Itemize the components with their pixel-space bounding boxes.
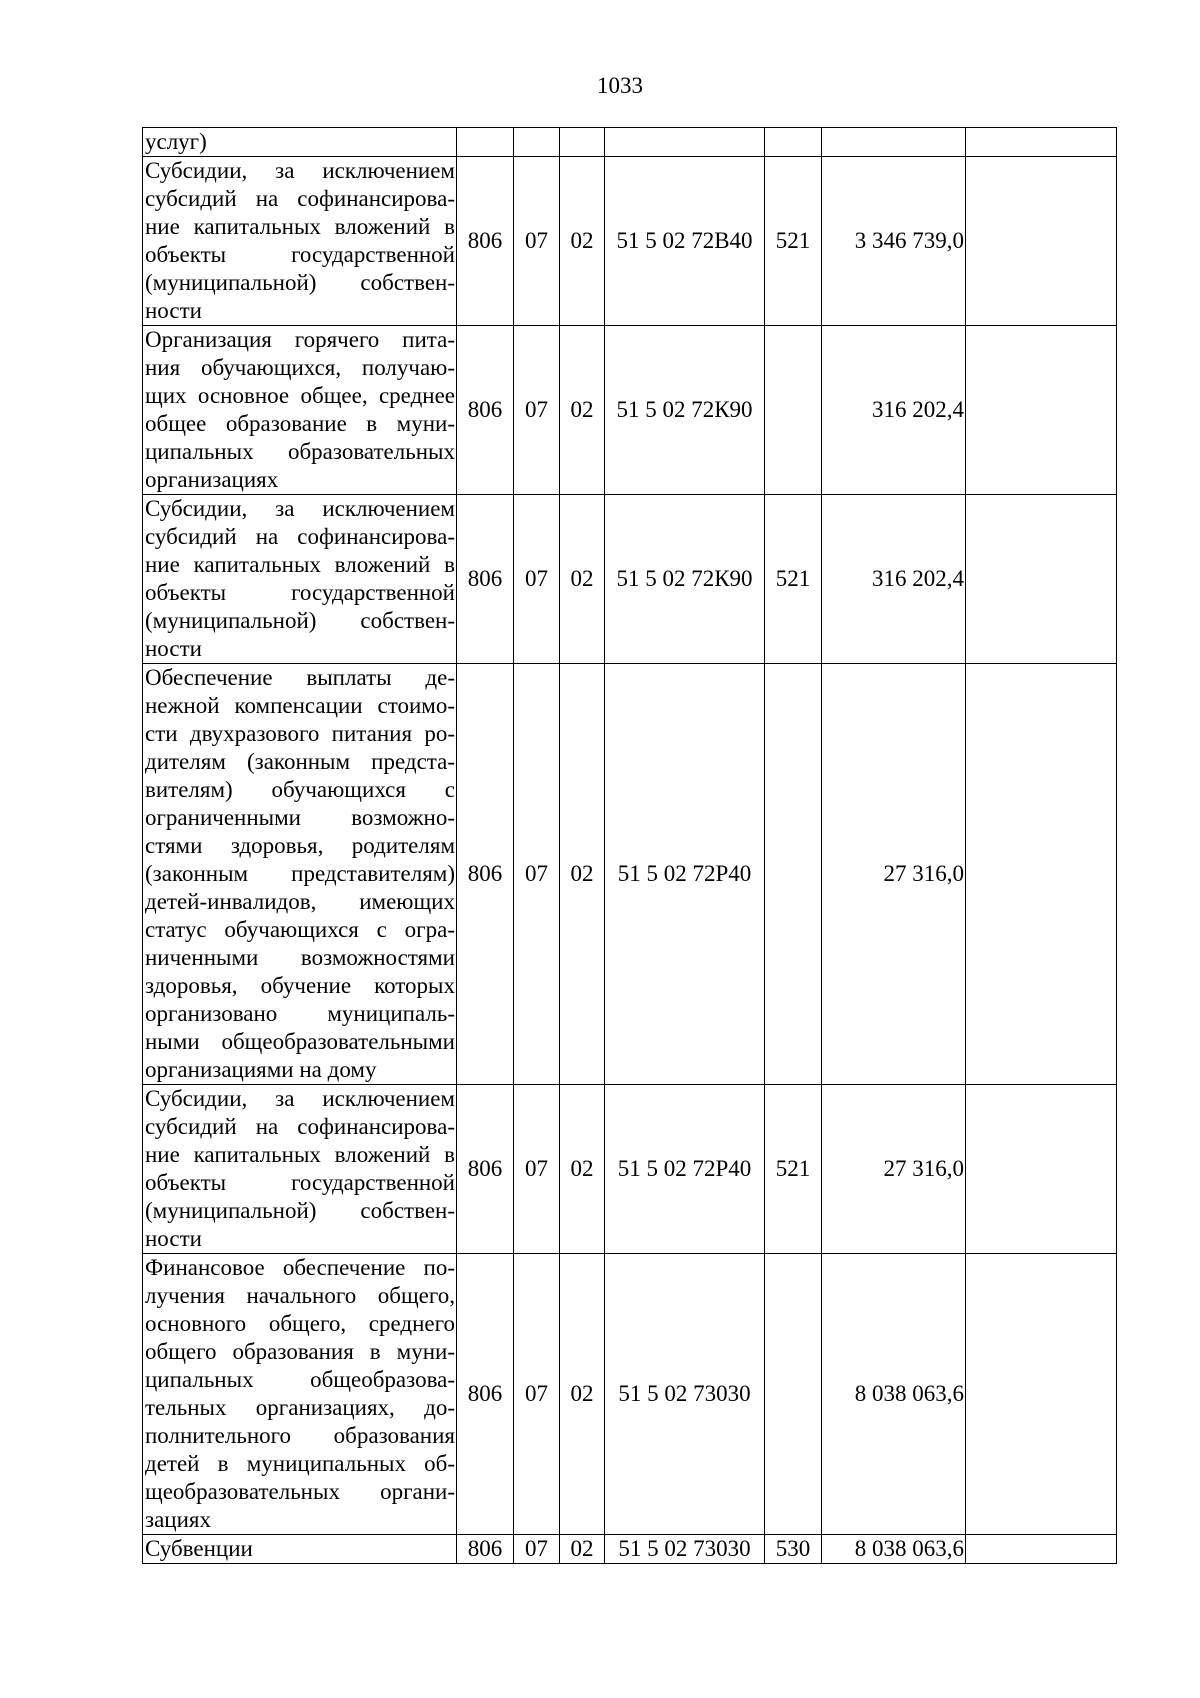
description-line: зациях bbox=[145, 1507, 211, 1532]
table-row bbox=[143, 1085, 1117, 1254]
amount-cell: 8 038 063,6 bbox=[822, 1254, 966, 1535]
section-code-cell: 07 bbox=[514, 1085, 560, 1254]
description-line: щеобразовательных органи- bbox=[145, 1479, 455, 1504]
extra-cell bbox=[966, 1535, 1117, 1564]
description-line: детей-инвалидов, имеющих bbox=[145, 889, 455, 914]
description-line: ние капитальных вложений в bbox=[145, 214, 455, 239]
description-cell bbox=[143, 128, 457, 157]
target-article-cell: 51 5 02 73030 bbox=[605, 1254, 765, 1535]
table-row bbox=[143, 1535, 1117, 1564]
description-line: основного общего, среднего bbox=[145, 1311, 455, 1336]
expense-type-cell: 530 bbox=[765, 1535, 822, 1564]
description-line: лучения начального общего, bbox=[145, 1283, 455, 1308]
table-row bbox=[143, 664, 1117, 1085]
ministry-code-cell: 806 bbox=[457, 1254, 514, 1535]
description-line: сти двухразового питания ро- bbox=[145, 721, 455, 746]
ministry-code-cell: 806 bbox=[457, 157, 514, 326]
amount-cell: 8 038 063,6 bbox=[822, 1535, 966, 1564]
description-line: услуг) bbox=[145, 129, 207, 154]
description-line: полнительного образования bbox=[145, 1423, 455, 1448]
extra-cell bbox=[966, 1085, 1117, 1254]
description-line: Субсидии, за исключением bbox=[145, 1086, 455, 1111]
description-line: субсидий на софинансирова- bbox=[145, 524, 455, 549]
table-row bbox=[143, 1254, 1117, 1535]
expense-type-cell bbox=[765, 664, 822, 1085]
description-line: вителям) обучающихся с bbox=[145, 777, 455, 802]
description-line: щих основное общее, среднее bbox=[145, 383, 455, 408]
ministry-code-cell: 806 bbox=[457, 495, 514, 664]
subsection-code-cell: 02 bbox=[560, 664, 605, 1085]
ministry-code-cell: 806 bbox=[457, 664, 514, 1085]
description-line: общее образование в муни- bbox=[145, 411, 455, 436]
target-article-cell: 51 5 02 72Р40 bbox=[605, 664, 765, 1085]
description-line: (муниципальной) собствен- bbox=[145, 608, 455, 633]
expense-type-cell bbox=[765, 128, 822, 157]
description-line: Финансовое обеспечение по- bbox=[145, 1255, 455, 1280]
target-article-cell: 51 5 02 72К90 bbox=[605, 495, 765, 664]
target-article-cell: 51 5 02 72В40 bbox=[605, 157, 765, 326]
description-line: ности bbox=[145, 636, 202, 661]
subsection-code-cell: 02 bbox=[560, 1254, 605, 1535]
description-line: ние капитальных вложений в bbox=[145, 1142, 455, 1167]
description-line: ными общеобразовательными bbox=[145, 1029, 455, 1054]
description-cell bbox=[143, 157, 457, 326]
table-body bbox=[143, 128, 1117, 1564]
description-line: организациях bbox=[145, 467, 279, 492]
subsection-code-cell: 02 bbox=[560, 157, 605, 326]
description-line: организациями на дому bbox=[145, 1057, 377, 1082]
description-cell bbox=[143, 1535, 457, 1564]
description-line: ности bbox=[145, 298, 202, 323]
description-line: (муниципальной) собствен- bbox=[145, 1198, 455, 1223]
description-line: общего образования в муни- bbox=[145, 1339, 455, 1364]
subsection-code-cell: 02 bbox=[560, 1085, 605, 1254]
description-line: Субвенции bbox=[145, 1536, 253, 1561]
ministry-code-cell: 806 bbox=[457, 326, 514, 495]
section-code-cell: 07 bbox=[514, 495, 560, 664]
section-code-cell bbox=[514, 128, 560, 157]
expense-type-cell: 521 bbox=[765, 1085, 822, 1254]
extra-cell bbox=[966, 326, 1117, 495]
description-line: ниченными возможностями bbox=[145, 945, 455, 970]
description-line: ограниченными возможно- bbox=[145, 805, 455, 830]
amount-cell: 27 316,0 bbox=[822, 664, 966, 1085]
section-code-cell: 07 bbox=[514, 1254, 560, 1535]
extra-cell bbox=[966, 495, 1117, 664]
budget-table bbox=[142, 127, 1117, 1564]
section-code-cell: 07 bbox=[514, 157, 560, 326]
description-line: дителям (законным предста- bbox=[145, 749, 455, 774]
description-line: Субсидии, за исключением bbox=[145, 158, 455, 183]
section-code-cell: 07 bbox=[514, 1535, 560, 1564]
description-line: Обеспечение выплаты де- bbox=[145, 665, 455, 690]
description-line: ципальных образовательных bbox=[145, 439, 455, 464]
amount-cell: 316 202,4 bbox=[822, 495, 966, 664]
description-line: ния обучающихся, получаю- bbox=[145, 355, 455, 380]
expense-type-cell bbox=[765, 326, 822, 495]
description-line: объекты государственной bbox=[145, 580, 455, 605]
target-article-cell: 51 5 02 72Р40 bbox=[605, 1085, 765, 1254]
target-article-cell: 51 5 02 73030 bbox=[605, 1535, 765, 1564]
description-line: тельных организациях, до- bbox=[145, 1395, 455, 1420]
description-line: субсидий на софинансирова- bbox=[145, 1114, 455, 1139]
extra-cell bbox=[966, 664, 1117, 1085]
description-line: ципальных общеобразова- bbox=[145, 1367, 455, 1392]
table-row bbox=[143, 326, 1117, 495]
target-article-cell: 51 5 02 72К90 bbox=[605, 326, 765, 495]
description-cell bbox=[143, 664, 457, 1085]
ministry-code-cell: 806 bbox=[457, 1535, 514, 1564]
description-line: (муниципальной) собствен- bbox=[145, 270, 455, 295]
subsection-code-cell: 02 bbox=[560, 1535, 605, 1564]
target-article-cell bbox=[605, 128, 765, 157]
subsection-code-cell: 02 bbox=[560, 326, 605, 495]
description-line: нежной компенсации стоимо- bbox=[145, 693, 455, 718]
expense-type-cell: 521 bbox=[765, 495, 822, 664]
section-code-cell: 07 bbox=[514, 326, 560, 495]
description-line: субсидий на софинансирова- bbox=[145, 186, 455, 211]
amount-cell: 27 316,0 bbox=[822, 1085, 966, 1254]
section-code-cell: 07 bbox=[514, 664, 560, 1085]
description-cell bbox=[143, 495, 457, 664]
amount-cell: 316 202,4 bbox=[822, 326, 966, 495]
description-line: Субсидии, за исключением bbox=[145, 496, 455, 521]
description-line: организовано муниципаль- bbox=[145, 1001, 455, 1026]
table-row bbox=[143, 128, 1117, 157]
description-line: объекты государственной bbox=[145, 1170, 455, 1195]
description-line: здоровья, обучение которых bbox=[145, 973, 455, 998]
description-line: ности bbox=[145, 1226, 202, 1251]
description-line: ние капитальных вложений в bbox=[145, 552, 455, 577]
table-row bbox=[143, 157, 1117, 326]
description-cell bbox=[143, 326, 457, 495]
description-cell bbox=[143, 1254, 457, 1535]
subsection-code-cell bbox=[560, 128, 605, 157]
amount-cell bbox=[822, 128, 966, 157]
table-row bbox=[143, 495, 1117, 664]
description-line: Организация горячего пита- bbox=[145, 327, 455, 352]
page-number: 1033 bbox=[597, 73, 643, 98]
description-line: детей в муниципальных об- bbox=[145, 1451, 455, 1476]
description-line: объекты государственной bbox=[145, 242, 455, 267]
amount-cell: 3 346 739,0 bbox=[822, 157, 966, 326]
description-cell bbox=[143, 1085, 457, 1254]
ministry-code-cell bbox=[457, 128, 514, 157]
extra-cell bbox=[966, 128, 1117, 157]
extra-cell bbox=[966, 1254, 1117, 1535]
ministry-code-cell: 806 bbox=[457, 1085, 514, 1254]
description-line: статус обучающихся с огра- bbox=[145, 917, 455, 942]
expense-type-cell: 521 bbox=[765, 157, 822, 326]
subsection-code-cell: 02 bbox=[560, 495, 605, 664]
description-line: (законным представителям) bbox=[145, 861, 455, 886]
extra-cell bbox=[966, 157, 1117, 326]
description-line: стями здоровья, родителям bbox=[145, 833, 455, 858]
expense-type-cell bbox=[765, 1254, 822, 1535]
